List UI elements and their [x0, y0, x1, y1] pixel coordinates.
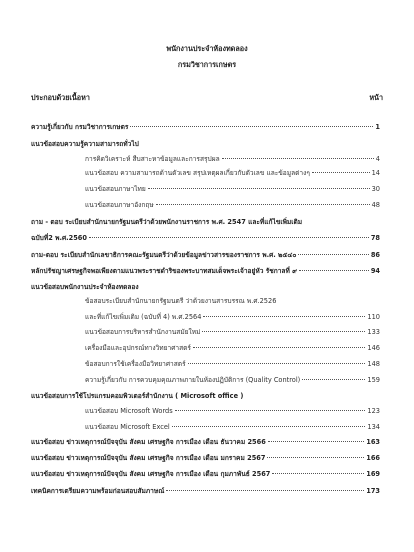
document-title: พนักงานประจำห้องทดลอง: [166, 44, 248, 53]
toc-entry-page: 166: [366, 454, 380, 462]
toc-entry: [31, 250, 380, 260]
toc-entry-page: 169: [366, 470, 380, 478]
toc-entry: [31, 486, 380, 496]
toc-entry-page: 30: [371, 185, 380, 193]
dot-leader: [175, 410, 366, 411]
toc-entry-title: เครื่องมือและอุปกรณ์ทางวิทยาศาสตร์: [85, 344, 191, 352]
toc-entry: [31, 469, 380, 479]
toc-entry-title: แนวข้อสอบ Microsoft Excel: [85, 423, 170, 431]
toc-entry-title: หลักปรัชญาเศรษฐกิจพอเพียงตามแนวพระราชดำริของพระบาทสมเด็จพระเจ้าอยู่หัว รัชกาลที่ ๙: [31, 267, 297, 275]
toc-entry: [85, 343, 380, 353]
toc-entry-page: 134: [367, 423, 380, 431]
toc-entry-page: 86: [370, 251, 380, 259]
dot-leader: [193, 347, 365, 348]
toc-entry: [85, 359, 380, 369]
toc-entry-page: 159: [367, 376, 380, 384]
toc-entry: [85, 406, 380, 416]
toc-entry-page: 48: [371, 201, 380, 209]
dot-leader: [89, 237, 369, 238]
toc-entry: [31, 453, 380, 463]
toc-entry: [85, 168, 380, 178]
toc-section-heading: แนวข้อสอบพนักงานประจำห้องทดลอง: [31, 283, 139, 291]
toc-header: [31, 93, 383, 104]
toc-entry-title: การคิดวิเคราะห์ สืบสาะหาข้อมูลและการสรุปผล: [85, 155, 220, 163]
dot-leader: [130, 126, 373, 127]
toc-entry-title: แนวข้อสอบภาษาอังกฤษ: [85, 201, 154, 209]
toc-entry: [85, 422, 380, 432]
toc-entry-title: แนวข้อสอบ ข่าวเหตุการณ์ปัจจุบัน สังคม เศรษฐกิจ การเมือง เดือน ธันวาคม 2566: [31, 438, 266, 446]
toc-entry: [85, 375, 380, 385]
toc-entry-title: แนวข้อสอบ ข่าวเหตุการณ์ปัจจุบัน สังคม เศรษฐกิจ การเมือง เดือน มกราคม 2567: [31, 454, 266, 462]
toc-section-heading: แนวข้อสอบความรู้ความสามารถทั่วไป: [31, 140, 139, 148]
toc-entry-page: 94: [370, 267, 380, 275]
toc-entry-title: แนวข้อสอบ ข่าวเหตุการณ์ปัจจุบัน สังคม เศรษฐกิจ การเมือง เดือน กุมภาพันธ์ 2567: [31, 470, 271, 478]
dot-leader: [203, 316, 365, 317]
toc-entry-title: แนวข้อสอบการบริหารสำนักงานสมัยใหม่: [85, 328, 201, 336]
dot-leader: [302, 379, 365, 380]
toc-entry-title: ฉบับที่2 พ.ศ.2560: [31, 234, 87, 242]
toc-header-page: หน้า: [369, 93, 383, 102]
toc-entry-title: ข้อสอบการใช้เครื่องมือวิทยาศาสตร์: [85, 360, 186, 368]
dot-leader: [166, 490, 364, 491]
dot-leader: [312, 172, 370, 173]
dot-leader: [272, 473, 364, 474]
toc-entry-title-line1: ข้อสอบระเบียบสำนักนายกรัฐมนตรี ว่าด้วยงานสารบรรณ พ.ศ.2526: [85, 297, 277, 305]
dot-leader: [268, 441, 364, 442]
dot-leader: [188, 363, 366, 364]
toc-entry-page: 1: [375, 123, 380, 131]
toc-entry-page: 173: [366, 487, 380, 495]
toc-entry-title: ถาม-ตอบ ระเบียบสำนักเลขาธิการคณะรัฐมนตรีว่าด้วยข้อมูลข่าวสารของราชการ พ.ศ. ๒๕๔๐: [31, 251, 297, 259]
toc-entry-title: และที่แก้ไขเพิ่มเติม (ฉบับที่ 4) พ.ศ.2564: [85, 313, 202, 321]
toc-entry-title: แนวข้อสอบ ความสามารถด้านตัวเลข สรุปเหตุผลเกี่ยวกับตัวเลข และข้อมูลต่างๆ: [85, 169, 310, 177]
toc-entry-title: แนวข้อสอบ Microsoft Words: [85, 407, 173, 415]
toc-entry: [85, 327, 380, 337]
dot-leader: [267, 457, 364, 458]
toc-entry: [85, 154, 380, 164]
toc-header-contents: ประกอบด้วยเนื้อหา: [31, 93, 90, 102]
dot-leader: [148, 188, 370, 189]
toc-entry-page: 110: [367, 313, 380, 321]
dot-leader: [202, 331, 365, 332]
toc-entry: [31, 437, 380, 447]
document-subtitle: กรมวิชาการเกษตร: [177, 60, 237, 69]
toc-entry: [31, 266, 380, 276]
toc-entry-page: 133: [367, 328, 380, 336]
toc-entry-title: แนวข้อสอบภาษาไทย: [85, 185, 146, 193]
toc-entry-page: 163: [366, 438, 380, 446]
toc-entry-title-line1: ถาม - ตอบ ระเบียบสำนักนายกรัฐมนตรีว่าด้วยพนักงานราชการ พ.ศ. 2547 และที่แก้ไขเพิ่มเติม: [31, 218, 303, 226]
toc-entry-title: ความรู้เกี่ยวกับ การควบคุมคุณภาพภายในห้องปฏิบัติการ (Quality Control): [85, 376, 301, 384]
dot-leader: [222, 158, 374, 159]
dot-leader: [299, 270, 369, 271]
toc-entry: [31, 122, 380, 132]
toc-entry: [85, 200, 380, 210]
toc-section-heading: แนวข้อสอบการใช้โปรแกรมคอมพิวเตอร์สำนักงาน ( Microsoft office ): [31, 392, 244, 400]
toc-entry: [85, 184, 380, 194]
toc-entry-page: 78: [370, 234, 380, 242]
toc-entry: [31, 233, 380, 243]
toc-entry-title: เทคนิคการเตรียมความพร้อมก่อนสอบสัมภาษณ์: [31, 487, 165, 495]
toc-entry-page: 146: [367, 344, 380, 352]
dot-leader: [298, 254, 368, 255]
toc-entry: [85, 312, 380, 322]
toc-entry-page: 14: [371, 169, 380, 177]
dot-leader: [172, 426, 366, 427]
dot-leader: [156, 204, 370, 205]
toc-entry-page: 123: [367, 407, 380, 415]
toc-entry-page: 148: [367, 360, 380, 368]
toc-entry-title: ความรู้เกี่ยวกับ กรมวิชาการเกษตร: [31, 123, 129, 131]
toc-entry-page: 4: [375, 155, 380, 163]
